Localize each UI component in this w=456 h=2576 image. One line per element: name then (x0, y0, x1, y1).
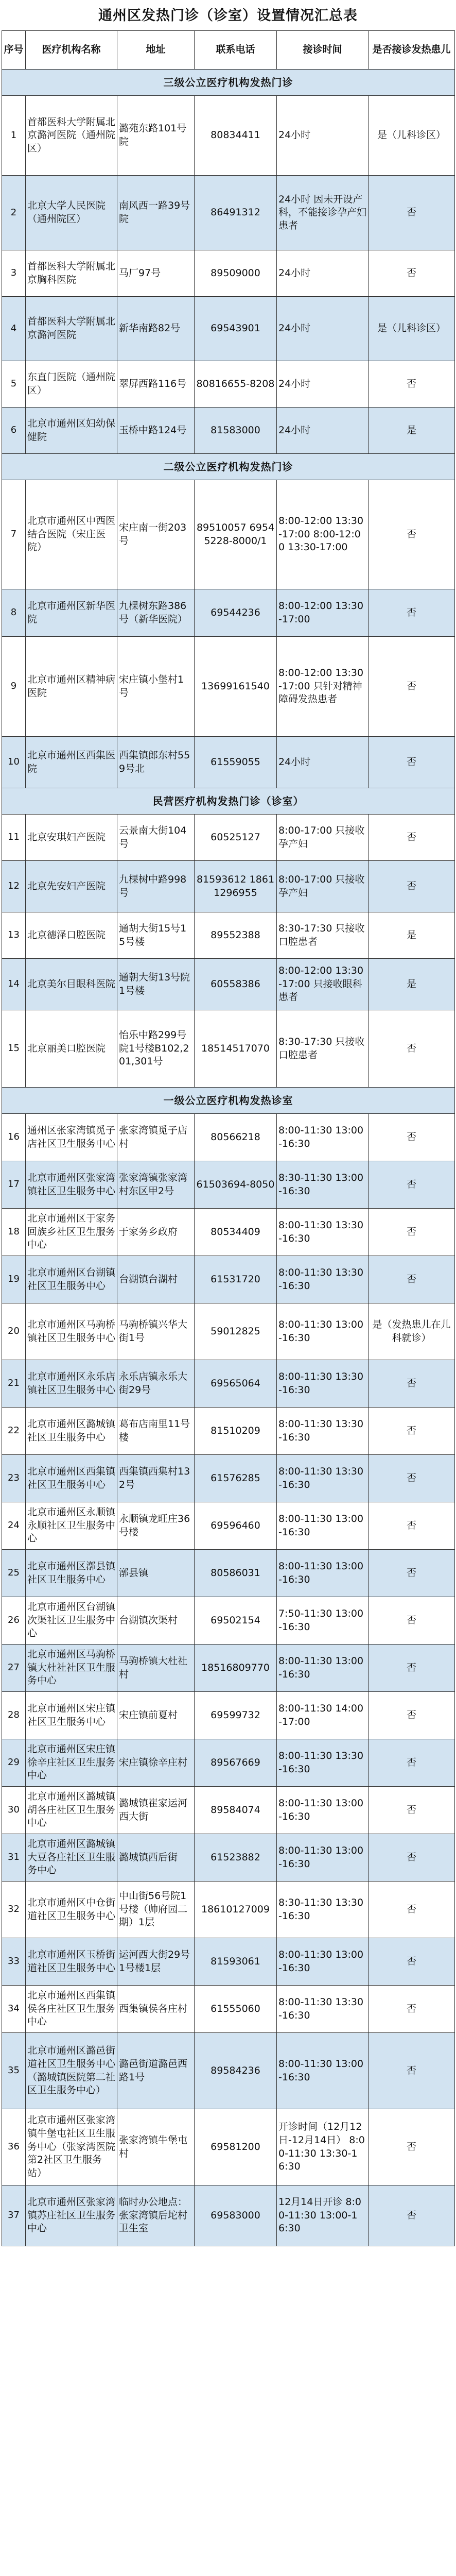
institution-name-cell: 首都医科大学附属北京潞河医院（通州院区） (26, 96, 117, 176)
row-number-cell: 5 (2, 361, 26, 408)
phone-cell: 69544236 (195, 589, 277, 637)
reception-hours-cell: 24小时 (277, 408, 369, 454)
reception-hours-cell: 8:30-17:30 只接收口腔患者 (277, 912, 369, 959)
table-row (2, 1787, 455, 1834)
address-cell: 马驹桥镇兴华大街1号 (117, 1303, 195, 1360)
address-cell: 张家湾镇觅子店村 (117, 1114, 195, 1161)
institution-name-cell: 北京市通州区西集镇侯各庄社区卫生服务中心 (26, 1986, 117, 2033)
row-number-cell: 28 (2, 1692, 26, 1739)
table-row (2, 1882, 455, 1938)
accepts-children-cell: 否 (369, 1986, 455, 2033)
table-row (2, 1938, 455, 1986)
address-cell: 潞城镇崔家运河西大街 (117, 1787, 195, 1834)
accepts-children-cell: 否 (369, 1550, 455, 1597)
accepts-children-cell: 否 (369, 1739, 455, 1787)
reception-hours-cell: 8:00-11:30 13:00-16:30 (277, 1550, 369, 1597)
row-number-cell: 12 (2, 861, 26, 912)
section-row (2, 1088, 455, 1114)
address-cell: 九棵树东路386号（新华医院） (117, 589, 195, 637)
accepts-children-cell: 否 (369, 1692, 455, 1739)
phone-cell: 61559055 (195, 737, 277, 788)
row-number-cell: 15 (2, 1010, 26, 1088)
accepts-children-cell: 否 (369, 1010, 455, 1088)
table-row (2, 361, 455, 408)
institution-name-cell: 北京市通州区永乐店镇社区卫生服务中心 (26, 1360, 117, 1408)
address-cell: 宋庄镇徐辛庄村 (117, 1739, 195, 1787)
reception-hours-cell: 8:00-12:00 13:30-17:00 8:00-12:00 13:30-17:00 (277, 480, 369, 589)
table-row (2, 176, 455, 250)
address-cell: 马厂97号 (117, 250, 195, 297)
phone-cell: 69596460 (195, 1502, 277, 1550)
institution-name-cell: 北京市通州区潞城镇社区卫生服务中心 (26, 1408, 117, 1455)
address-cell: 永乐店镇永乐大街29号 (117, 1360, 195, 1408)
accepts-children-cell: 否 (369, 1209, 455, 1256)
header-phone: 联系电话 (195, 31, 277, 70)
address-cell: 西集镇西集村132号 (117, 1455, 195, 1502)
accepts-children-cell: 是 (369, 408, 455, 454)
institution-name-cell: 北京安琪妇产医院 (26, 815, 117, 861)
address-cell: 马驹桥镇大杜社村 (117, 1645, 195, 1692)
table-row (2, 1114, 455, 1161)
reception-hours-cell: 8:00-11:30 13:00-16:30 (277, 1787, 369, 1834)
row-number-cell: 1 (2, 96, 26, 176)
address-cell: 运河西大街29号1号楼1层 (117, 1938, 195, 1986)
institution-name-cell: 北京市通州区中仓街道社区卫生服务中心 (26, 1882, 117, 1938)
row-number-cell: 34 (2, 1986, 26, 2033)
institution-name-cell: 北京美尔目眼科医院 (26, 959, 117, 1010)
reception-hours-cell: 24小时 (277, 737, 369, 788)
accepts-children-cell: 否 (369, 589, 455, 637)
row-number-cell: 29 (2, 1739, 26, 1787)
table-row (2, 1256, 455, 1303)
address-cell: 云景南大街104号 (117, 815, 195, 861)
phone-cell: 18516809770 (195, 1645, 277, 1692)
accepts-children-cell: 是 (369, 912, 455, 959)
table-row (2, 737, 455, 788)
row-number-cell: 2 (2, 176, 26, 250)
accepts-children-cell: 否 (369, 2033, 455, 2109)
phone-cell: 18610127009 (195, 1882, 277, 1938)
phone-cell: 80834411 (195, 96, 277, 176)
phone-cell: 89584074 (195, 1787, 277, 1834)
phone-cell: 18514517070 (195, 1010, 277, 1088)
institution-name-cell: 北京大学人民医院（通州院区） (26, 176, 117, 250)
address-cell: 临时办公地点：张家湾镇后坨村卫生室 (117, 2185, 195, 2246)
institution-name-cell: 通州区张家湾镇觅子店社区卫生服务中心 (26, 1114, 117, 1161)
section-title: 一级公立医疗机构发热诊室 (2, 1088, 455, 1114)
header-address: 地址 (117, 31, 195, 70)
table-row (2, 480, 455, 589)
row-number-cell: 20 (2, 1303, 26, 1360)
row-number-cell: 24 (2, 1502, 26, 1550)
table-row (2, 1645, 455, 1692)
accepts-children-cell: 是（发热患儿在儿科就诊） (369, 1303, 455, 1360)
row-number-cell: 6 (2, 408, 26, 454)
row-number-cell: 36 (2, 2109, 26, 2185)
accepts-children-cell: 否 (369, 1645, 455, 1692)
summary-page (2, 2, 454, 2246)
table-row (2, 1303, 455, 1360)
reception-hours-cell: 8:30-11:30 13:30-16:30 (277, 1882, 369, 1938)
reception-hours-cell: 8:00-11:30 13:30-16:30 (277, 1739, 369, 1787)
reception-hours-cell: 8:00-11:30 13:00-16:30 (277, 2033, 369, 2109)
row-number-cell: 25 (2, 1550, 26, 1597)
institution-name-cell: 北京先安妇产医院 (26, 861, 117, 912)
accepts-children-cell: 否 (369, 250, 455, 297)
institution-name-cell: 北京市通州区潞城镇大豆各庄社区卫生服务中心 (26, 1834, 117, 1882)
reception-hours-cell: 8:00-12:00 13:30-17:00 只接收眼科患者 (277, 959, 369, 1010)
accepts-children-cell: 否 (369, 480, 455, 589)
section-row (2, 70, 455, 96)
row-number-cell: 23 (2, 1455, 26, 1502)
reception-hours-cell: 8:00-11:30 13:30-16:30 (277, 1986, 369, 2033)
institution-name-cell: 北京市通州区中西医结合医院（宋庄医院） (26, 480, 117, 589)
phone-cell: 61503694-8050 (195, 1161, 277, 1209)
reception-hours-cell: 8:00-11:30 13:00-16:30 (277, 1834, 369, 1882)
phone-cell: 89509000 (195, 250, 277, 297)
accepts-children-cell: 否 (369, 637, 455, 737)
row-number-cell: 3 (2, 250, 26, 297)
institution-name-cell: 北京市通州区台湖镇次渠社区卫生服务中心 (26, 1597, 117, 1645)
table-row (2, 1550, 455, 1597)
phone-cell: 69583000 (195, 2185, 277, 2246)
table-row (2, 1455, 455, 1502)
phone-cell: 89567669 (195, 1739, 277, 1787)
institution-name-cell: 北京市通州区西集镇社区卫生服务中心 (26, 1455, 117, 1502)
reception-hours-cell: 8:00-12:00 13:30-17:00 (277, 589, 369, 637)
phone-cell: 80816655-8208 (195, 361, 277, 408)
address-cell: 翠屏西路116号 (117, 361, 195, 408)
accepts-children-cell: 否 (369, 861, 455, 912)
table-row (2, 1209, 455, 1256)
table-row (2, 815, 455, 861)
institution-name-cell: 北京市通州区新华医院 (26, 589, 117, 637)
institution-name-cell: 北京市通州区妇幼保健院 (26, 408, 117, 454)
table-row (2, 1161, 455, 1209)
address-cell: 永顺镇龙旺庄36号楼 (117, 1502, 195, 1550)
phone-cell: 80534409 (195, 1209, 277, 1256)
section-row (2, 454, 455, 480)
reception-hours-cell: 8:00-17:00 只接收孕产妇 (277, 861, 369, 912)
institution-name-cell: 北京市通州区于家务回族乡社区卫生服务中心 (26, 1209, 117, 1256)
address-cell: 新华南路82号 (117, 297, 195, 361)
row-number-cell: 9 (2, 637, 26, 737)
table-row (2, 637, 455, 737)
accepts-children-cell: 否 (369, 1161, 455, 1209)
reception-hours-cell: 8:00-11:30 14:00-17:00 (277, 1692, 369, 1739)
table-row (2, 1597, 455, 1645)
reception-hours-cell: 8:00-11:30 13:00-16:30 (277, 1114, 369, 1161)
row-number-cell: 30 (2, 1787, 26, 1834)
header-name: 医疗机构名称 (26, 31, 117, 70)
section-row (2, 788, 455, 815)
phone-cell: 69502154 (195, 1597, 277, 1645)
institution-name-cell: 北京市通州区马驹桥镇大杜社社区卫生服务中心 (26, 1645, 117, 1692)
address-cell: 潞苑东路101号院 (117, 96, 195, 176)
address-cell: 于家务乡政府 (117, 1209, 195, 1256)
reception-hours-cell: 8:00-11:30 13:00-16:30 (277, 1303, 369, 1360)
accepts-children-cell: 否 (369, 1256, 455, 1303)
reception-hours-cell: 开诊时间（12月12日-12月14日） 8:00-11:30 13:30-16:30 (277, 2109, 369, 2185)
address-cell: 怡乐中路299号院1号楼B102,201,301号 (117, 1010, 195, 1088)
institution-name-cell: 北京市通州区张家湾镇牛堡屯社区卫生服务中心（张家湾医院第2社区卫生服务站） (26, 2109, 117, 2185)
table-row (2, 1834, 455, 1882)
reception-hours-cell: 8:00-11:30 13:30-16:30 (277, 1408, 369, 1455)
institution-name-cell: 北京市通州区张家湾镇苏庄社区卫生服务中心 (26, 2185, 117, 2246)
accepts-children-cell: 否 (369, 1882, 455, 1938)
phone-cell: 69543901 (195, 297, 277, 361)
reception-hours-cell: 8:00-11:30 13:00-16:30 (277, 1938, 369, 1986)
row-number-cell: 13 (2, 912, 26, 959)
address-cell: 葛布店南里11号楼 (117, 1408, 195, 1455)
row-number-cell: 7 (2, 480, 26, 589)
address-cell: 张家湾镇牛堡屯村 (117, 2109, 195, 2185)
table-row (2, 589, 455, 637)
institution-name-cell: 北京市通州区潞城镇胡各庄社区卫生服务中心 (26, 1787, 117, 1834)
accepts-children-cell: 是 (369, 959, 455, 1010)
phone-cell: 81583000 (195, 408, 277, 454)
institution-name-cell: 北京德泽口腔医院 (26, 912, 117, 959)
institution-name-cell: 北京市通州区宋庄镇徐辛庄社区卫生服务中心 (26, 1739, 117, 1787)
header-no: 序号 (2, 31, 26, 70)
address-cell: 玉桥中路124号 (117, 408, 195, 454)
table-row (2, 912, 455, 959)
address-cell: 潞城镇西后街 (117, 1834, 195, 1882)
row-number-cell: 16 (2, 1114, 26, 1161)
phone-cell: 89510057 69545228-8000/1 (195, 480, 277, 589)
table-row (2, 959, 455, 1010)
table-body (2, 70, 455, 2246)
address-cell: 南风西一路39号院 (117, 176, 195, 250)
institution-name-cell: 北京市通州区漷县镇社区卫生服务中心 (26, 1550, 117, 1597)
address-cell: 宋庄镇前夏村 (117, 1692, 195, 1739)
phone-cell: 69599732 (195, 1692, 277, 1739)
row-number-cell: 37 (2, 2185, 26, 2246)
reception-hours-cell: 8:00-11:30 13:00-16:30 (277, 1502, 369, 1550)
row-number-cell: 27 (2, 1645, 26, 1692)
accepts-children-cell: 否 (369, 1455, 455, 1502)
institution-name-cell: 北京丽美口腔医院 (26, 1010, 117, 1088)
row-number-cell: 10 (2, 737, 26, 788)
address-cell: 宋庄南一街203号 (117, 480, 195, 589)
institution-name-cell: 北京市通州区马驹桥镇社区卫生服务中心 (26, 1303, 117, 1360)
clinic-table (2, 30, 455, 2246)
institution-name-cell: 首都医科大学附属北京潞河医院 (26, 297, 117, 361)
phone-cell: 80566218 (195, 1114, 277, 1161)
phone-cell: 13699161540 (195, 637, 277, 737)
section-title: 三级公立医疗机构发热门诊 (2, 70, 455, 96)
table-row (2, 96, 455, 176)
row-number-cell: 26 (2, 1597, 26, 1645)
reception-hours-cell: 8:30-11:30 13:00-16:30 (277, 1161, 369, 1209)
reception-hours-cell: 24小时 (277, 250, 369, 297)
accepts-children-cell: 否 (369, 1787, 455, 1834)
institution-name-cell: 北京市通州区台湖镇社区卫生服务中心 (26, 1256, 117, 1303)
row-number-cell: 17 (2, 1161, 26, 1209)
phone-cell: 61555060 (195, 1986, 277, 2033)
institution-name-cell: 首都医科大学附属北京胸科医院 (26, 250, 117, 297)
table-row (2, 1739, 455, 1787)
table-row (2, 1010, 455, 1088)
table-row (2, 1502, 455, 1550)
table-row (2, 250, 455, 297)
accepts-children-cell: 否 (369, 176, 455, 250)
reception-hours-cell: 8:00-11:30 13:30-16:30 (277, 1256, 369, 1303)
phone-cell: 61523882 (195, 1834, 277, 1882)
accepts-children-cell: 是（儿科诊区） (369, 297, 455, 361)
accepts-children-cell: 否 (369, 815, 455, 861)
reception-hours-cell: 12月14日开诊 8:00-11:30 13:00-16:30 (277, 2185, 369, 2246)
reception-hours-cell: 8:00-11:30 13:30-16:30 (277, 1209, 369, 1256)
institution-name-cell: 北京市通州区西集医院 (26, 737, 117, 788)
institution-name-cell: 北京市通州区玉桥街道社区卫生服务中心 (26, 1938, 117, 1986)
row-number-cell: 19 (2, 1256, 26, 1303)
address-cell: 宋庄镇小堡村1号 (117, 637, 195, 737)
address-cell: 西集镇郎东村559号北 (117, 737, 195, 788)
phone-cell: 61531720 (195, 1256, 277, 1303)
phone-cell: 69581200 (195, 2109, 277, 2185)
reception-hours-cell: 8:00-17:00 只接收孕产妇 (277, 815, 369, 861)
accepts-children-cell: 否 (369, 1834, 455, 1882)
phone-cell: 61576285 (195, 1455, 277, 1502)
phone-cell: 81593612 18611296955 (195, 861, 277, 912)
address-cell: 九棵树中路998号 (117, 861, 195, 912)
address-cell: 西集镇侯各庄村 (117, 1986, 195, 2033)
table-row (2, 408, 455, 454)
address-cell: 中山街56号院1号楼（帅府园二期）1层 (117, 1882, 195, 1938)
table-row (2, 2185, 455, 2246)
reception-hours-cell: 8:00-11:30 13:00-16:30 (277, 1645, 369, 1692)
accepts-children-cell: 否 (369, 361, 455, 408)
institution-name-cell: 北京市通州区宋庄镇社区卫生服务中心 (26, 1692, 117, 1739)
page-title: 通州区发热门诊（诊室）设置情况汇总表 (98, 8, 358, 24)
phone-cell: 86491312 (195, 176, 277, 250)
phone-cell: 60525127 (195, 815, 277, 861)
section-title: 民营医疗机构发热门诊（诊室） (2, 788, 455, 815)
accepts-children-cell: 否 (369, 1360, 455, 1408)
accepts-children-cell: 否 (369, 2185, 455, 2246)
phone-cell: 80586031 (195, 1550, 277, 1597)
institution-name-cell: 东直门医院（通州院区） (26, 361, 117, 408)
accepts-children-cell: 否 (369, 1114, 455, 1161)
row-number-cell: 11 (2, 815, 26, 861)
institution-name-cell: 北京市通州区永顺镇永顺社区卫生服务中心 (26, 1502, 117, 1550)
reception-hours-cell: 24小时 (277, 297, 369, 361)
table-row (2, 861, 455, 912)
row-number-cell: 4 (2, 297, 26, 361)
phone-cell: 69565064 (195, 1360, 277, 1408)
section-title: 二级公立医疗机构发热门诊 (2, 454, 455, 480)
institution-name-cell: 北京市通州区张家湾镇社区卫生服务中心 (26, 1161, 117, 1209)
institution-name-cell: 北京市通州区潞邑街道社区卫生服务中心（潞城镇医院第二社区卫生服务中心） (26, 2033, 117, 2109)
phone-cell: 89552388 (195, 912, 277, 959)
row-number-cell: 33 (2, 1938, 26, 1986)
address-cell: 通朝大街13号院1号楼 (117, 959, 195, 1010)
accepts-children-cell: 否 (369, 1938, 455, 1986)
row-number-cell: 32 (2, 1882, 26, 1938)
address-cell: 通胡大街15号15号楼 (117, 912, 195, 959)
phone-cell: 59012825 (195, 1303, 277, 1360)
phone-cell: 60558386 (195, 959, 277, 1010)
header-row (2, 31, 455, 70)
address-cell: 潞邑街道潞邑西路1号 (117, 2033, 195, 2109)
accepts-children-cell: 否 (369, 2109, 455, 2185)
reception-hours-cell: 8:00-11:30 13:30-16:30 (277, 1360, 369, 1408)
table-row (2, 1360, 455, 1408)
accepts-children-cell: 是（儿科诊区） (369, 96, 455, 176)
address-cell: 张家湾镇张家湾村东区甲2号 (117, 1161, 195, 1209)
row-number-cell: 22 (2, 1408, 26, 1455)
accepts-children-cell: 否 (369, 1502, 455, 1550)
institution-name-cell: 北京市通州区精神病医院 (26, 637, 117, 737)
table-row (2, 2033, 455, 2109)
row-number-cell: 8 (2, 589, 26, 637)
reception-hours-cell: 24小时 (277, 96, 369, 176)
reception-hours-cell: 8:30-17:30 只接收口腔患者 (277, 1010, 369, 1088)
table-row (2, 1408, 455, 1455)
header-kids: 是否接诊发热患儿 (369, 31, 455, 70)
accepts-children-cell: 否 (369, 1597, 455, 1645)
row-number-cell: 35 (2, 2033, 26, 2109)
accepts-children-cell: 否 (369, 737, 455, 788)
header-hours: 接诊时间 (277, 31, 369, 70)
address-cell: 台湖镇次渠村 (117, 1597, 195, 1645)
reception-hours-cell: 24小时 因未开设产科，不能接诊孕产妇患者 (277, 176, 369, 250)
address-cell: 台湖镇台湖村 (117, 1256, 195, 1303)
phone-cell: 81510209 (195, 1408, 277, 1455)
table-row (2, 1986, 455, 2033)
row-number-cell: 31 (2, 1834, 26, 1882)
reception-hours-cell: 8:00-11:30 13:30-16:30 (277, 1455, 369, 1502)
reception-hours-cell: 8:00-12:00 13:30-17:00 只针对精神障碍发热患者 (277, 637, 369, 737)
row-number-cell: 18 (2, 1209, 26, 1256)
table-row (2, 297, 455, 361)
row-number-cell: 14 (2, 959, 26, 1010)
address-cell: 漷县镇 (117, 1550, 195, 1597)
reception-hours-cell: 7:50-11:30 13:00-16:30 (277, 1597, 369, 1645)
table-row (2, 1692, 455, 1739)
accepts-children-cell: 否 (369, 1408, 455, 1455)
row-number-cell: 21 (2, 1360, 26, 1408)
phone-cell: 81593061 (195, 1938, 277, 1986)
phone-cell: 89584236 (195, 2033, 277, 2109)
table-row (2, 2109, 455, 2185)
reception-hours-cell: 24小时 (277, 361, 369, 408)
